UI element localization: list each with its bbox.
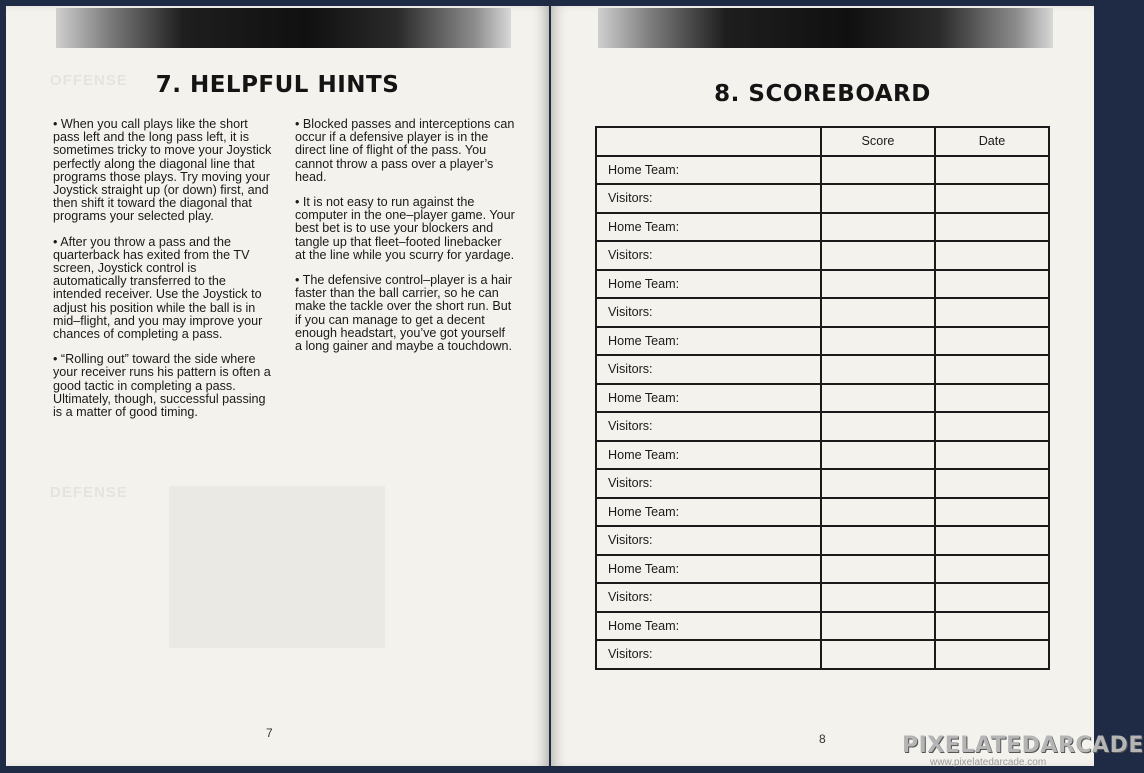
row-label: Home Team: xyxy=(596,384,821,413)
row-label: Visitors: xyxy=(596,640,821,669)
score-cell xyxy=(821,441,935,470)
date-cell xyxy=(935,412,1049,441)
page-title: 8. SCOREBOARD xyxy=(714,81,931,107)
table-row xyxy=(596,213,1049,242)
table-row xyxy=(596,184,1049,213)
date-cell xyxy=(935,469,1049,498)
row-label: Visitors: xyxy=(596,184,821,213)
score-cell xyxy=(821,640,935,669)
score-cell xyxy=(821,213,935,242)
date-cell xyxy=(935,270,1049,299)
table-row xyxy=(596,555,1049,584)
table-row xyxy=(596,441,1049,470)
watermark-url: www.pixelatedarcade.com xyxy=(930,757,1047,768)
score-cell xyxy=(821,555,935,584)
watermark-brand: PIXELATEDARCADE xyxy=(902,733,1144,758)
score-cell xyxy=(821,412,935,441)
row-label: Home Team: xyxy=(596,156,821,185)
table-row xyxy=(596,298,1049,327)
date-cell xyxy=(935,612,1049,641)
score-cell xyxy=(821,270,935,299)
row-label: Home Team: xyxy=(596,441,821,470)
hint-paragraph: • After you throw a pass and the quarterback has exited from the TV screen, Joystick control is automatically transferred to the intended receiver. Use the Joystick to adjust his position while the ball is in mid–flight, and you may improve your chances of completing a pass. xyxy=(53,234,263,342)
table-row xyxy=(596,412,1049,441)
date-cell xyxy=(935,184,1049,213)
date-cell xyxy=(935,555,1049,584)
hint-paragraph: • It is not easy to run against the computer in the one–player game. Your best bet is to use your blockers and tangle up that fleet–footed linebacker at the line while you scurry for yardage. xyxy=(295,195,515,262)
table-row xyxy=(596,355,1049,384)
table-row xyxy=(596,469,1049,498)
row-label: Home Team: xyxy=(596,270,821,299)
row-label: Visitors: xyxy=(596,355,821,384)
date-cell xyxy=(935,241,1049,270)
table-row xyxy=(596,583,1049,612)
score-cell xyxy=(821,583,935,612)
score-cell xyxy=(821,498,935,527)
page-number: 7 xyxy=(266,726,273,740)
right-header-band xyxy=(598,8,1053,48)
scoreboard-body xyxy=(596,156,1049,669)
score-cell xyxy=(821,355,935,384)
table-row xyxy=(596,384,1049,413)
scoreboard-table xyxy=(595,126,1050,670)
row-label: Visitors: xyxy=(596,241,821,270)
date-cell xyxy=(935,156,1049,185)
bleed-through-text: OFFENSE xyxy=(50,72,128,89)
row-label: Visitors: xyxy=(596,583,821,612)
hints-column-1 xyxy=(53,118,273,431)
date-cell xyxy=(935,298,1049,327)
date-cell xyxy=(935,441,1049,470)
row-label: Home Team: xyxy=(596,555,821,584)
date-cell xyxy=(935,640,1049,669)
score-cell xyxy=(821,526,935,555)
row-label: Visitors: xyxy=(596,412,821,441)
date-cell xyxy=(935,498,1049,527)
date-cell xyxy=(935,526,1049,555)
score-cell xyxy=(821,156,935,185)
score-cell xyxy=(821,469,935,498)
score-cell xyxy=(821,612,935,641)
table-row xyxy=(596,498,1049,527)
bleed-through-diagram xyxy=(169,486,385,648)
page-title: 7. HELPFUL HINTS xyxy=(155,72,400,98)
hint-paragraph: • “Rolling out” toward the side where your receiver runs his pattern is often a good tactic in completing a pass. Ultimately, though, successful passing is a matter of good timing. xyxy=(53,352,271,420)
row-label: Visitors: xyxy=(596,469,821,498)
score-cell xyxy=(821,241,935,270)
date-cell xyxy=(935,327,1049,356)
hint-paragraph: • When you call plays like the short pass left and the long pass left, it is sometimes tricky to move your Joystick perfectly along the diagonal line that programs those plays. Try moving your Joystick straight up (or down) first, and then shift it toward the diagonal that programs your selected play. xyxy=(53,117,272,224)
bleed-through-text: DEFENSE xyxy=(50,484,128,501)
table-row xyxy=(596,526,1049,555)
page-number: 8 xyxy=(819,732,826,746)
table-row xyxy=(596,241,1049,270)
hint-paragraph: • Blocked passes and interceptions can occur if a defensive player is in the direct line of flight of the pass. You cannot throw a pass over a player’s head. xyxy=(295,117,515,184)
row-label: Visitors: xyxy=(596,526,821,555)
row-label: Home Team: xyxy=(596,327,821,356)
table-row xyxy=(596,156,1049,185)
table-row xyxy=(596,612,1049,641)
table-header-cell xyxy=(596,127,821,156)
table-header-cell: Score xyxy=(821,127,935,156)
table-header-row xyxy=(596,127,1049,156)
table-row xyxy=(596,327,1049,356)
table-header-cell: Date xyxy=(935,127,1049,156)
left-page xyxy=(6,6,549,766)
date-cell xyxy=(935,384,1049,413)
right-page xyxy=(551,6,1094,766)
date-cell xyxy=(935,583,1049,612)
hints-column-2 xyxy=(295,118,515,365)
row-label: Home Team: xyxy=(596,213,821,242)
row-label: Visitors: xyxy=(596,298,821,327)
date-cell xyxy=(935,355,1049,384)
table-row xyxy=(596,270,1049,299)
row-label: Home Team: xyxy=(596,498,821,527)
table-row xyxy=(596,640,1049,669)
score-cell xyxy=(821,327,935,356)
left-header-band xyxy=(56,8,511,48)
score-cell xyxy=(821,298,935,327)
hint-paragraph: • The defensive control–player is a hair faster than the ball carrier, so he can make the tackle over the short run. But if you can manage to get a decent enough headstart, you’ve got yourself a long gainer and maybe a touchdown. xyxy=(295,273,513,354)
score-cell xyxy=(821,184,935,213)
row-label: Home Team: xyxy=(596,612,821,641)
date-cell xyxy=(935,213,1049,242)
score-cell xyxy=(821,384,935,413)
